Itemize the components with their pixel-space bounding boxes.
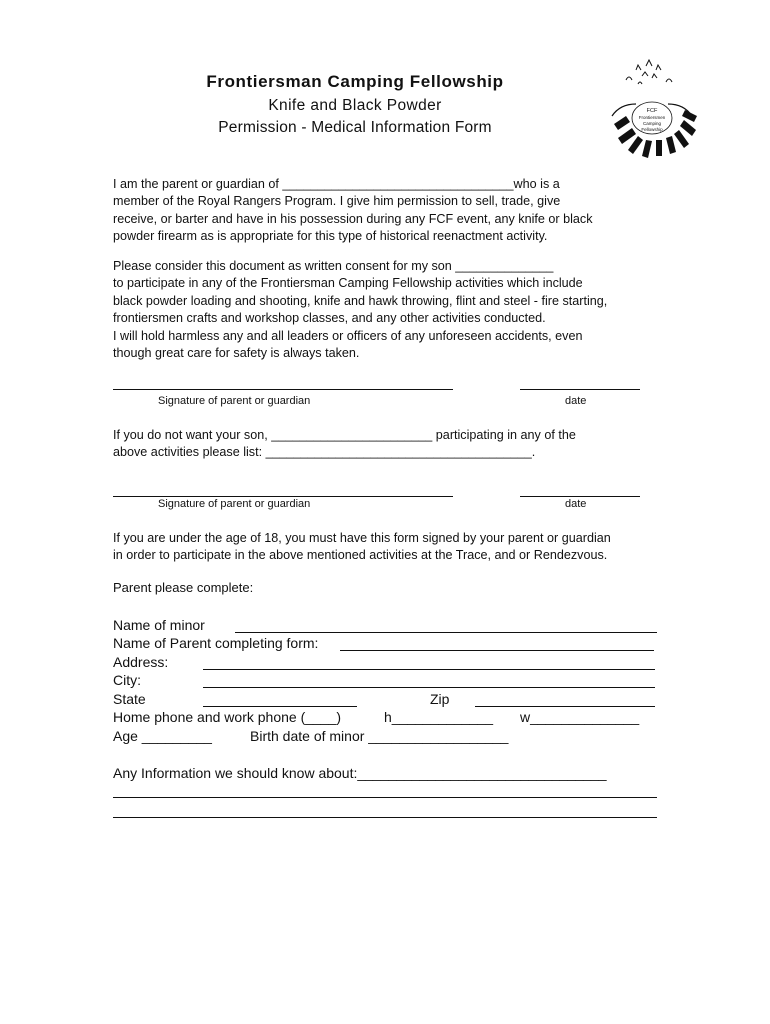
age-notice-line: If you are under the age of 18, you must have this form signed by your parent or guardian [113,531,611,545]
date-line[interactable] [520,389,640,390]
phone-label: Home phone and work phone (____) [113,709,342,725]
zip-label: Zip [430,691,450,707]
activities-paragraph [113,258,657,362]
zip-field[interactable] [475,706,655,707]
consent-line: powder firearm as is appropriate for this type of historical reenactment activity. [113,229,548,244]
svg-text:Camping: Camping [642,121,662,126]
any-info-line[interactable] [113,797,657,798]
parent-name-label: Name of Parent completing form: [113,635,319,651]
consent-line: though great care for safety is always taken. [113,346,360,361]
minor-name-label: Name of minor [113,617,205,633]
fcf-emblem-icon [596,56,708,168]
state-label: State [113,691,146,707]
parent-prompt: Parent please complete: [113,580,254,595]
consent-paragraph [113,176,657,246]
address-label: Address: [113,654,169,670]
age-field[interactable]: Age _________ [113,728,212,744]
consent-line: receive, or barter and have in his possession during any FCF event, any knife or black [113,211,593,226]
svg-text:Fellowship: Fellowship [641,127,663,132]
consent-line: I am the parent or guardian of _________________________________who is a [113,177,560,191]
date-label: date [565,395,587,407]
age-notice [113,530,657,565]
city-label: City: [113,672,141,688]
signature-line[interactable] [113,496,453,497]
svg-text:FCF: FCF [646,108,658,114]
consent-line: frontiersmen crafts and workshop classes, and any other activities conducted. [113,311,546,326]
date-label: date [565,498,587,510]
work-phone-field[interactable]: w______________ [520,709,640,725]
consent-line: member of the Royal Rangers Program. I give him permission to sell, trade, give [113,194,561,209]
date-line[interactable] [520,496,640,497]
state-field[interactable] [203,706,357,707]
consent-line: black powder loading and shooting, knife and hawk throwing, flint and steel - fire starting, [113,293,608,308]
age-notice-line: in order to participate in the above mentioned activities at the Trace, and or Rendezvous. [113,548,608,563]
form-subtitle: Knife and Black Powder [268,97,442,114]
parent-name-field[interactable] [340,650,654,651]
any-info-line[interactable] [113,817,657,818]
svg-text:Frontiersmen: Frontiersmen [638,115,666,120]
consent-line: Please consider this document as written consent for my son ______________ [113,259,554,273]
any-info-label: Any Information we should know about:________________________________ [113,765,607,781]
address-field[interactable] [203,669,655,670]
form-title: Frontiersman Camping Fellowship [206,72,504,91]
signature-label: Signature of parent or guardian [158,395,311,407]
refusal-line: above activities please list: ______________________________________. [113,445,536,460]
minor-name-field[interactable] [235,632,657,633]
signature-line[interactable] [113,389,453,390]
refusal-paragraph [113,427,657,462]
home-phone-field[interactable]: h_____________ [384,709,494,725]
city-field[interactable] [203,687,655,688]
refusal-line: If you do not want your son, _______________________ participating in any of the [113,428,576,442]
form-subtitle-2: Permission - Medical Information Form [218,119,492,136]
consent-line: I will hold harmless any and all leaders or officers of any unforeseen accidents, even [113,328,583,343]
birth-date-field[interactable]: Birth date of minor __________________ [250,728,509,744]
signature-label: Signature of parent or guardian [158,498,311,510]
consent-line: to participate in any of the Frontiersman Camping Fellowship activities which include [113,276,583,291]
